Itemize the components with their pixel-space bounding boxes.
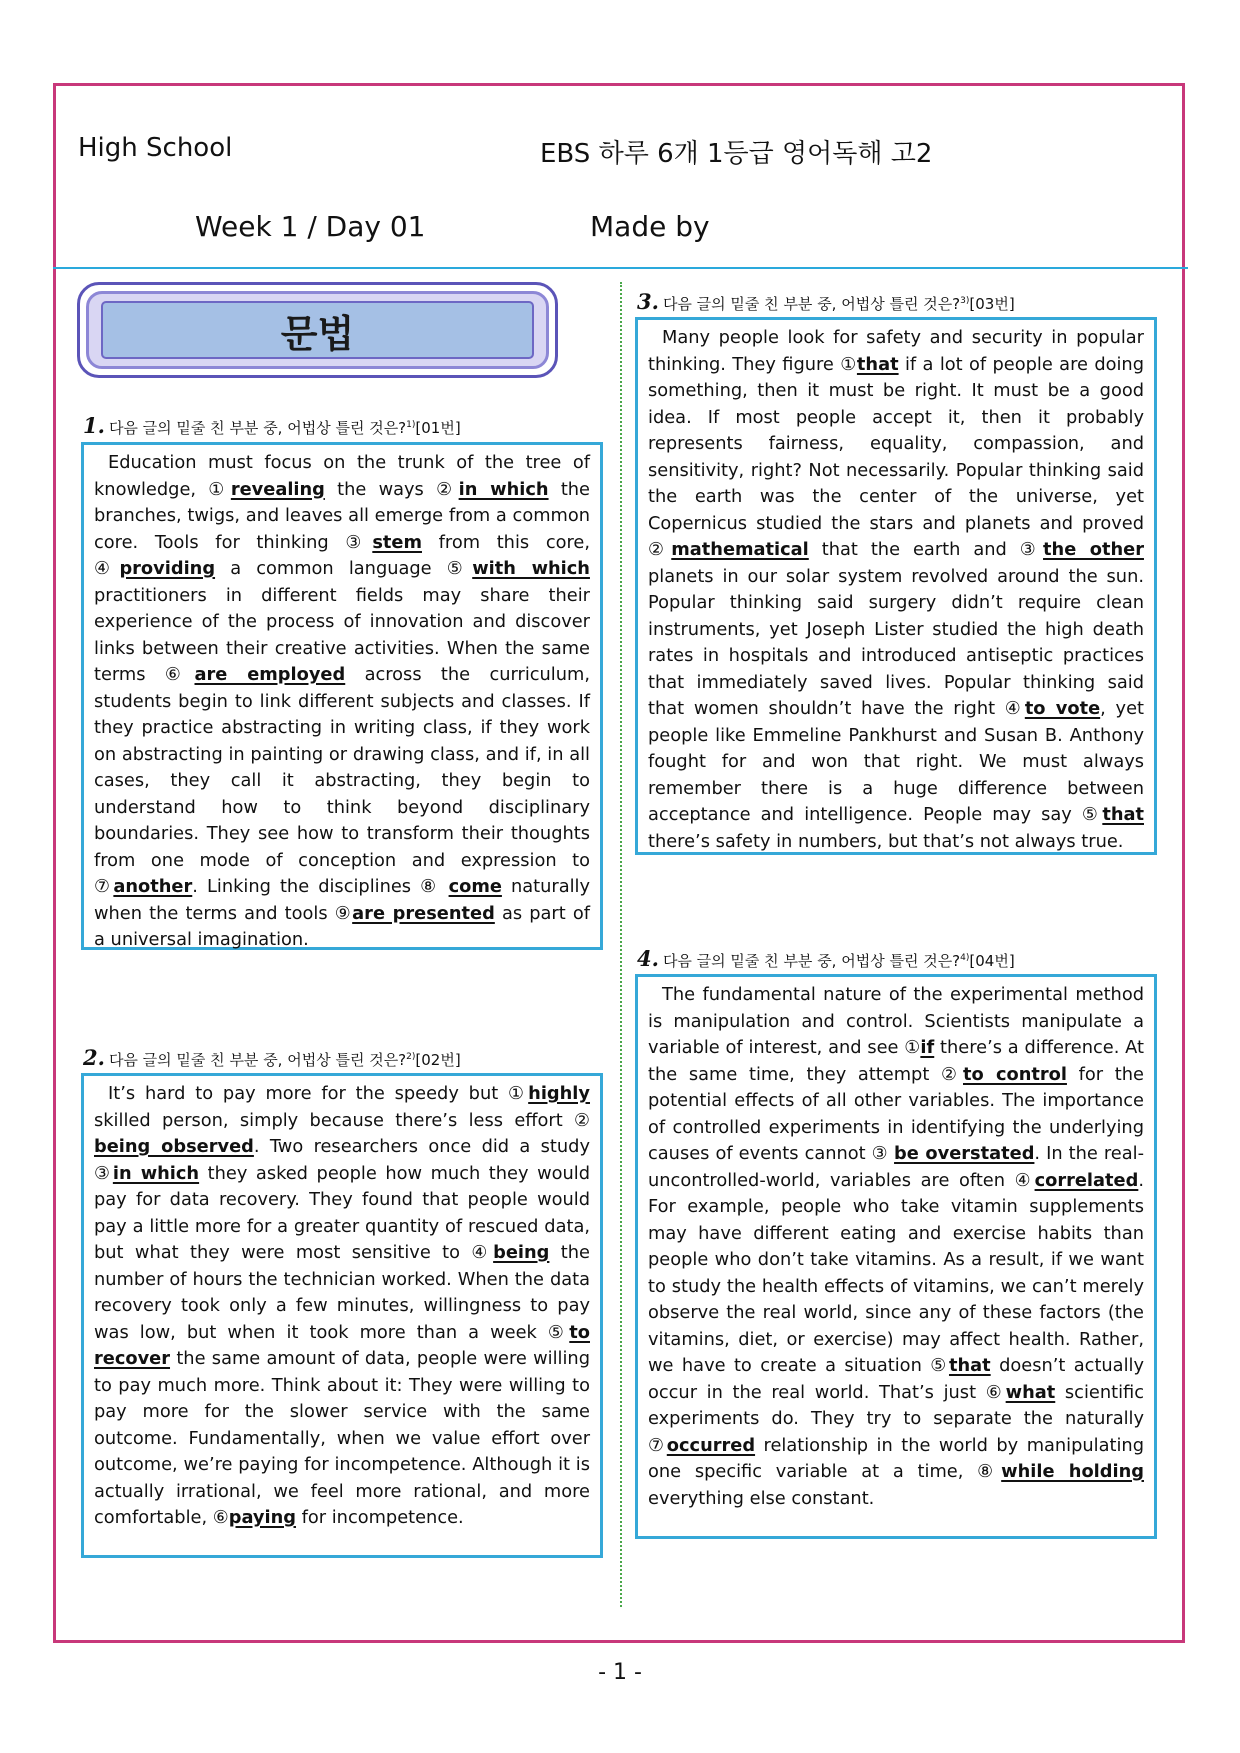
section-title: 문법	[101, 301, 534, 359]
question-2-heading	[83, 1045, 461, 1070]
question-prompt: 다음 글의 밑줄 친 부분 중, 어법상 틀린 것은?	[108, 419, 407, 437]
passage-segment: ⑤	[1081, 804, 1103, 825]
underlined-choice: mathematical	[671, 539, 809, 560]
passage-segment: It’s hard to pay more for the speedy but	[108, 1083, 509, 1104]
underlined-choice: stem	[372, 531, 422, 553]
question-tag: [02번]	[415, 1051, 461, 1069]
underlined-choice: the other	[1043, 539, 1144, 560]
passage-segment: the number of hours the technician worked. When the data recovery took only a few minutes, willingness to pay was low, but when it took more than a week	[94, 1242, 590, 1343]
passage-segment: ⑨	[334, 902, 353, 924]
passage-segment: ③	[871, 1143, 895, 1164]
page-number: - 1 -	[598, 1660, 642, 1685]
question-prompt: 다음 글의 밑줄 친 부분 중, 어법상 틀린 것은?	[108, 1051, 407, 1069]
passage-segment: Education must focus on the trunk of the tree of knowledge,	[94, 452, 590, 500]
passage-segment: ④	[1014, 1169, 1035, 1191]
passage-segment: ②	[436, 478, 459, 500]
passage-segment: . For example, people who take vitamin supplements may have different eating and exercise habits than people who don’t take vitamins. As a result, if we want to study the health effects of vitamins, we can’t merely observe the real world, since any of these factors (the vitamins, diet, or exercise) may affect health. Rather, we have to create a situation	[648, 1169, 1144, 1376]
underlined-choice: another	[113, 876, 193, 897]
passage-segment: there’s a difference. At the same time, they attempt	[648, 1037, 1144, 1085]
passage-segment: skilled person, simply because there’s less effort	[94, 1109, 575, 1131]
question-tag: [03번]	[969, 295, 1015, 313]
underlined-choice: revealing	[230, 478, 325, 500]
question-prompt: 다음 글의 밑줄 친 부분 중, 어법상 틀린 것은?	[662, 295, 961, 313]
header-divider	[53, 267, 1188, 269]
question-number: 1.	[83, 413, 105, 438]
underlined-choice: in which	[458, 478, 549, 500]
header-week: Week 1 / Day 01	[195, 210, 426, 243]
header-school: High School	[78, 133, 233, 163]
underlined-choice: to control	[963, 1063, 1067, 1085]
passage-segment: as part of a universal imagination.	[94, 902, 590, 950]
passage-text	[94, 1081, 590, 1532]
passage-segment: they asked people how much they would pay for data recovery. They found that people would pay a little more for a greater quantity of rescued data, but what they were most sensitive to	[94, 1162, 590, 1263]
passage-segment: practitioners in different fields may share their experience of the process of innovation and discover links between their creative activities. When the same terms	[94, 584, 590, 685]
underlined-choice: come	[448, 876, 502, 897]
footnote-ref: 3)	[960, 296, 970, 306]
question-tag: [04번]	[969, 952, 1015, 970]
underlined-choice: be overstated	[894, 1143, 1035, 1164]
question-tag: [01번]	[415, 419, 461, 437]
footnote-ref: 1)	[406, 420, 416, 430]
passage-text	[94, 450, 590, 954]
passage-text	[648, 982, 1144, 1512]
passage-text	[648, 325, 1144, 855]
passage-segment: ⑤	[930, 1355, 949, 1376]
underlined-choice: that	[1102, 804, 1144, 825]
passage-segment: if a lot of people are doing something, then it must be right. It must be a good idea. If most people accept it, then it probably represents fairness, equality, compassion, and sensitivity, right? Not necessarily. Popular thinking said the earth was the center of the universe, yet Copernicus studied the stars and planets and proved	[648, 353, 1144, 534]
passage-segment: ②	[941, 1063, 963, 1085]
passage-segment: ①	[904, 1037, 921, 1058]
passage-segment: . Linking the disciplines	[192, 876, 421, 897]
passage-segment: planets in our solar system revolved around the sun. Popular thinking said surgery didn’t require clean instruments, yet Joseph Lister studied the high death rates in hospitals and introduced antiseptic practices that immediately saved lives. Popular thinking said that women shouldn’t have the right	[648, 565, 1144, 719]
passage-segment: ①	[208, 478, 231, 500]
question-4-heading	[637, 946, 1015, 971]
passage-segment: the branches, twigs, and leaves all emerge from a common core. Tools for thinking	[94, 478, 590, 553]
footnote-ref: 4)	[960, 953, 970, 963]
passage-segment: doesn’t actually occur in the real world. That’s just	[648, 1355, 1144, 1403]
passage-segment: ⑦	[648, 1434, 667, 1456]
question-number: 3.	[637, 289, 659, 314]
underlined-choice: if	[920, 1037, 935, 1058]
passage-segment: ②	[648, 539, 672, 560]
passage-segment: ③	[345, 531, 373, 553]
underlined-choice: being observed	[94, 1136, 254, 1157]
passage-segment: ⑦	[94, 876, 114, 897]
underlined-choice: being	[493, 1242, 550, 1263]
question-number: 2.	[83, 1045, 105, 1070]
underlined-choice: to vote	[1024, 698, 1101, 719]
passage-segment: scientific experiments do. They try to separate the naturally	[648, 1381, 1144, 1429]
passage-segment: the same amount of data, people were willing to pay much more. Think about it: They were willing to pay more for the slower service with the same outcome. Fundamentally, when we value effort over outcome, we’re paying for incompetence. Although it is actually irrational, we feel more rational, and more comfortable,	[94, 1348, 590, 1528]
question-1-heading	[83, 413, 461, 438]
passage-segment: . Two researchers once did a study	[253, 1136, 590, 1157]
passage-segment: , yet people like Emmeline Pankhurst and Susan B. Anthony fought for and won that right. We must always remember there is a huge difference between acceptance and intelligence. People may say	[648, 698, 1144, 825]
question-4-passage	[635, 974, 1157, 1539]
passage-segment: ⑤	[446, 558, 473, 579]
question-3-passage	[635, 317, 1157, 855]
passage-segment: ③	[94, 1162, 113, 1184]
passage-segment: from this core,	[421, 531, 590, 553]
passage-segment: ④	[471, 1242, 494, 1263]
passage-segment: the ways	[324, 478, 437, 500]
header-title: EBS 하루 6개 1등급 영어독해 고2	[540, 139, 933, 169]
underlined-choice: that	[856, 353, 899, 375]
underlined-choice: that	[948, 1355, 991, 1376]
underlined-choice: are employed	[194, 664, 346, 685]
passage-segment: ④	[1004, 698, 1025, 719]
passage-segment: there’s safety in numbers, but that’s not always true.	[648, 830, 1124, 852]
underlined-choice: correlated	[1034, 1169, 1139, 1191]
underlined-choice: to recover	[94, 1321, 590, 1369]
underlined-choice: providing	[119, 558, 216, 579]
underlined-choice: highly	[528, 1083, 590, 1104]
passage-segment: ⑥	[985, 1381, 1006, 1403]
question-1-passage	[81, 442, 603, 950]
column-divider	[620, 282, 622, 1607]
passage-segment: relationship in the world by manipulating one specific variable at a time,	[648, 1434, 1144, 1482]
footnote-ref: 2)	[406, 1052, 416, 1062]
passage-segment: ⑤	[547, 1321, 570, 1343]
underlined-choice: while holding	[1001, 1461, 1144, 1482]
passage-segment: The fundamental nature of the experimental method is manipulation and control. Scientists manipulate a variable of interest, and see	[648, 984, 1144, 1058]
passage-segment: ①	[508, 1083, 529, 1104]
underlined-choice: with which	[472, 558, 590, 579]
passage-segment: for incompetence.	[295, 1507, 464, 1528]
question-2-passage	[81, 1073, 603, 1558]
passage-segment: ③	[1019, 539, 1044, 560]
passage-segment: ②	[574, 1109, 590, 1131]
question-3-heading	[637, 289, 1015, 314]
underlined-choice: in which	[112, 1162, 200, 1184]
question-prompt: 다음 글의 밑줄 친 부분 중, 어법상 틀린 것은?	[662, 952, 961, 970]
passage-segment: ⑥	[164, 664, 195, 685]
passage-segment: for the potential effects of all other variables. The importance of controlled experiments in identifying the underlying causes of events cannot	[648, 1063, 1144, 1164]
underlined-choice: paying	[228, 1507, 296, 1528]
passage-segment: ①	[840, 353, 857, 375]
underlined-choice: occurred	[666, 1434, 756, 1456]
passage-segment: . In the real-uncontrolled-world, variables are often	[648, 1143, 1144, 1191]
header-made-by: Made by	[590, 210, 710, 243]
question-number: 4.	[637, 946, 659, 971]
passage-segment: Many people look for safety and security in popular thinking. They figure	[648, 327, 1144, 375]
passage-segment: ⑧	[420, 876, 449, 897]
passage-segment: ⑥	[212, 1507, 229, 1528]
passage-segment: naturally when the terms and tools	[94, 876, 591, 924]
underlined-choice: are presented	[352, 902, 495, 924]
passage-segment: everything else constant.	[648, 1487, 875, 1509]
passage-segment: ⑧	[977, 1461, 1002, 1482]
underlined-choice: what	[1005, 1381, 1056, 1403]
passage-segment: across the curriculum, students begin to link different subjects and classes. If they practice abstracting in writing class, if they work on abstracting in painting or drawing class, and if, in all cases, they call it abstracting, they begin to understand how to think beyond disciplinary boundaries. They see how to transform their thoughts from one mode of conception and expression to	[94, 664, 590, 871]
passage-segment: ④	[94, 558, 120, 579]
passage-segment: a common language	[215, 558, 447, 579]
passage-segment: that the earth and	[808, 539, 1020, 560]
